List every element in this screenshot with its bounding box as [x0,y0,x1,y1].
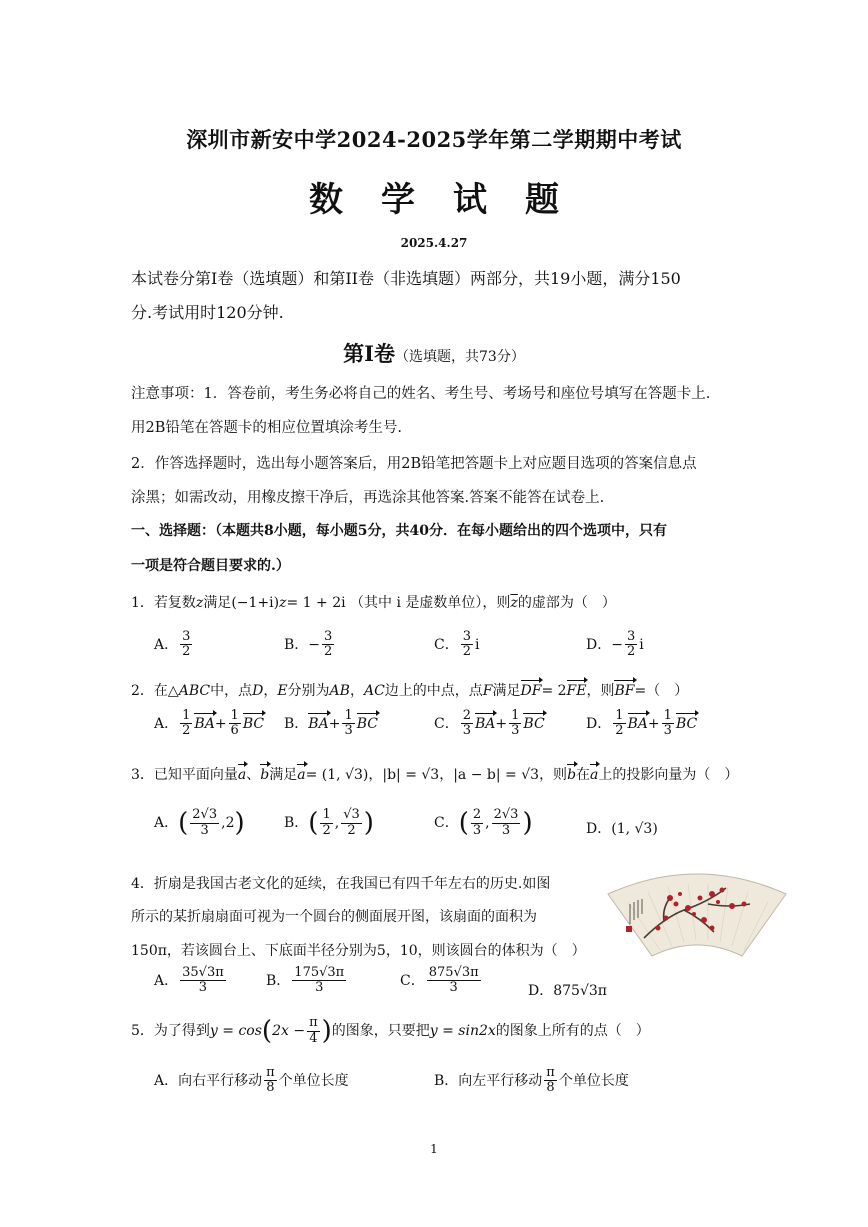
q4-option-c[interactable]: C． $\frac{875√3\pi}{3}$ [400,965,479,996]
q3-option-a[interactable]: A．( $\frac{2√3}{3}$ ,2) [154,807,245,838]
notice-line-4: 涂黑；如需改动，用橡皮擦干净后，再选涂其他答案.答案不能答在试卷上. [131,490,605,506]
q1-option-c[interactable]: C． $\frac{3}{2}$ i [434,629,480,660]
question-1 [131,592,616,612]
notice-line-1: 注意事项：1．答卷前，考生务必将自己的姓名、考生号、考场号和座位号填写在答题卡上. [131,386,711,402]
q1-eq-left: (−1+i) [231,595,280,611]
folding-fan-image [604,868,790,964]
intro-line-2: 分.考试用时120分钟. [131,303,284,322]
question-2: 2．在△ABC中，点D，E分别为AB，AC边上的中点，点F满足DF= 2FE，则BF=（ ） [131,683,689,699]
q1-c-frac: $\frac{3}{2}$ [462,629,471,660]
q3-option-d[interactable]: D．(1, √3) [586,821,658,837]
q1-option-d[interactable]: D．− $\frac{3}{2}$ i [586,629,644,660]
q1-var-z-2: z [279,595,287,611]
q1-option-a[interactable] [154,630,194,660]
q2-option-c[interactable]: C． $\frac{2}{3}$ BA+ $\frac{1}{3}$ BC [434,708,545,739]
vector-b: b [260,767,270,783]
notice-line-2: 用2B铅笔在答题卡的相应位置填涂考生号. [131,420,402,436]
q2-option-d[interactable]: D． $\frac{1}{2}$ BA+ $\frac{1}{3}$ BC [586,708,698,739]
question-4-line-3: 150π，若该圆台上、下底面半径分别为5，10，则该圆台的体积为（ ） [131,943,586,959]
part-1-instructions-2: 一项是符合题目要求的.） [131,558,290,574]
q4-option-a[interactable]: A． $\frac{35√3\pi}{3}$ [154,965,224,996]
q1-b-label: B． [284,636,309,653]
q1-option-b[interactable]: B．− $\frac{3}{2}$ [284,629,333,660]
q5-option-b[interactable]: B．向左平行移动 $\frac{\pi}{8}$ 个单位长度 [434,1065,629,1096]
page-number: 1 [430,1142,438,1156]
intro-line-1: 本试卷分第I卷（选填题）和第II卷（非选填题）两部分，共19小题，满分150 [131,269,681,288]
q5-option-a[interactable]: A．向右平行移动 $\frac{\pi}{8}$ 个单位长度 [154,1065,349,1096]
q1-b-frac: $\frac{3}{2}$ [324,629,333,660]
q1-text: 若复数 [153,595,196,611]
q1-d-frac: $\frac{3}{2}$ [626,629,636,660]
question-4-line-2: 所示的某折扇扇面可视为一个圆台的侧面展开图，该扇面的面积为 [131,909,537,925]
exam-date: 2025.4.27 [400,236,468,250]
vector-bf: BF [614,683,635,699]
section-1-heading [0,338,868,368]
q1-note: （其中 i 是虚数单位），则 [350,595,511,611]
question-5: 5．为了得到y = cos(2x − $\frac{\pi}{4}$ )的图象，只要把y = sin2x的图象上所有的点（ ） [131,1015,650,1046]
q3-option-c[interactable]: C．( $\frac{2}{3}$ , $\frac{2√3}{3}$ ) [434,807,533,838]
q2-option-b[interactable]: B．BA+ $\frac{1}{3}$ BC [284,708,378,739]
q4-option-d[interactable]: D．875√3π [528,983,607,999]
q1-d-label: D． [586,636,612,653]
q1-number: 1． [131,595,154,611]
q1-tail: 的虚部为（ ） [517,595,616,611]
part-1-instructions-1: 一、选择题：（本题共8小题，每小题5分，共40分．在每小题给出的四个选项中，只有 [131,523,667,539]
question-4-line-1: 4．折扇是我国古老文化的延续，在我国已有四千年左右的历史.如图 [131,876,551,892]
q1-text-2: 满足 [203,595,232,611]
question-3: 3．已知平面向量a、b满足a= (1, √3)，|b| = √3，|a − b| = √3，则b在a上的投影向量为（ ） [131,767,739,783]
q4-option-b[interactable]: B． $\frac{175√3\pi}{3}$ [266,965,345,996]
section-1-note: （选填题，共73分） [395,349,525,365]
subject-title: 数学试题 [309,180,597,220]
q3-option-b[interactable]: B．( $\frac{1}{2}$ , $\frac{√3}{2}$ ) [284,807,374,838]
q1-a-frac: $\frac{3}{2}$ [182,629,191,660]
q1-c-label: C． [434,636,459,653]
q2-option-a[interactable]: A． $\frac{1}{2}$ BA+ $\frac{1}{6}$ BC [154,708,265,739]
vector-df: DF [520,683,542,699]
q1-eq-right: = 1 + 2i [286,595,346,611]
q1-var-z: z [195,595,204,611]
section-1-title: 第I卷 [343,341,395,366]
q1-conj-z: $\overline{z}$ [510,595,518,611]
vector-fe: FE [566,683,587,699]
exam-title: 深圳市新安中学2024-2025学年第二学期期中考试 [186,127,682,152]
q1-a-label: A． [154,636,179,653]
notice-line-3: 2．作答选择题时，选出每小题答案后，用2B铅笔把答题卡上对应题目选项的答案信息点 [131,456,697,472]
vector-a: a [237,767,247,783]
